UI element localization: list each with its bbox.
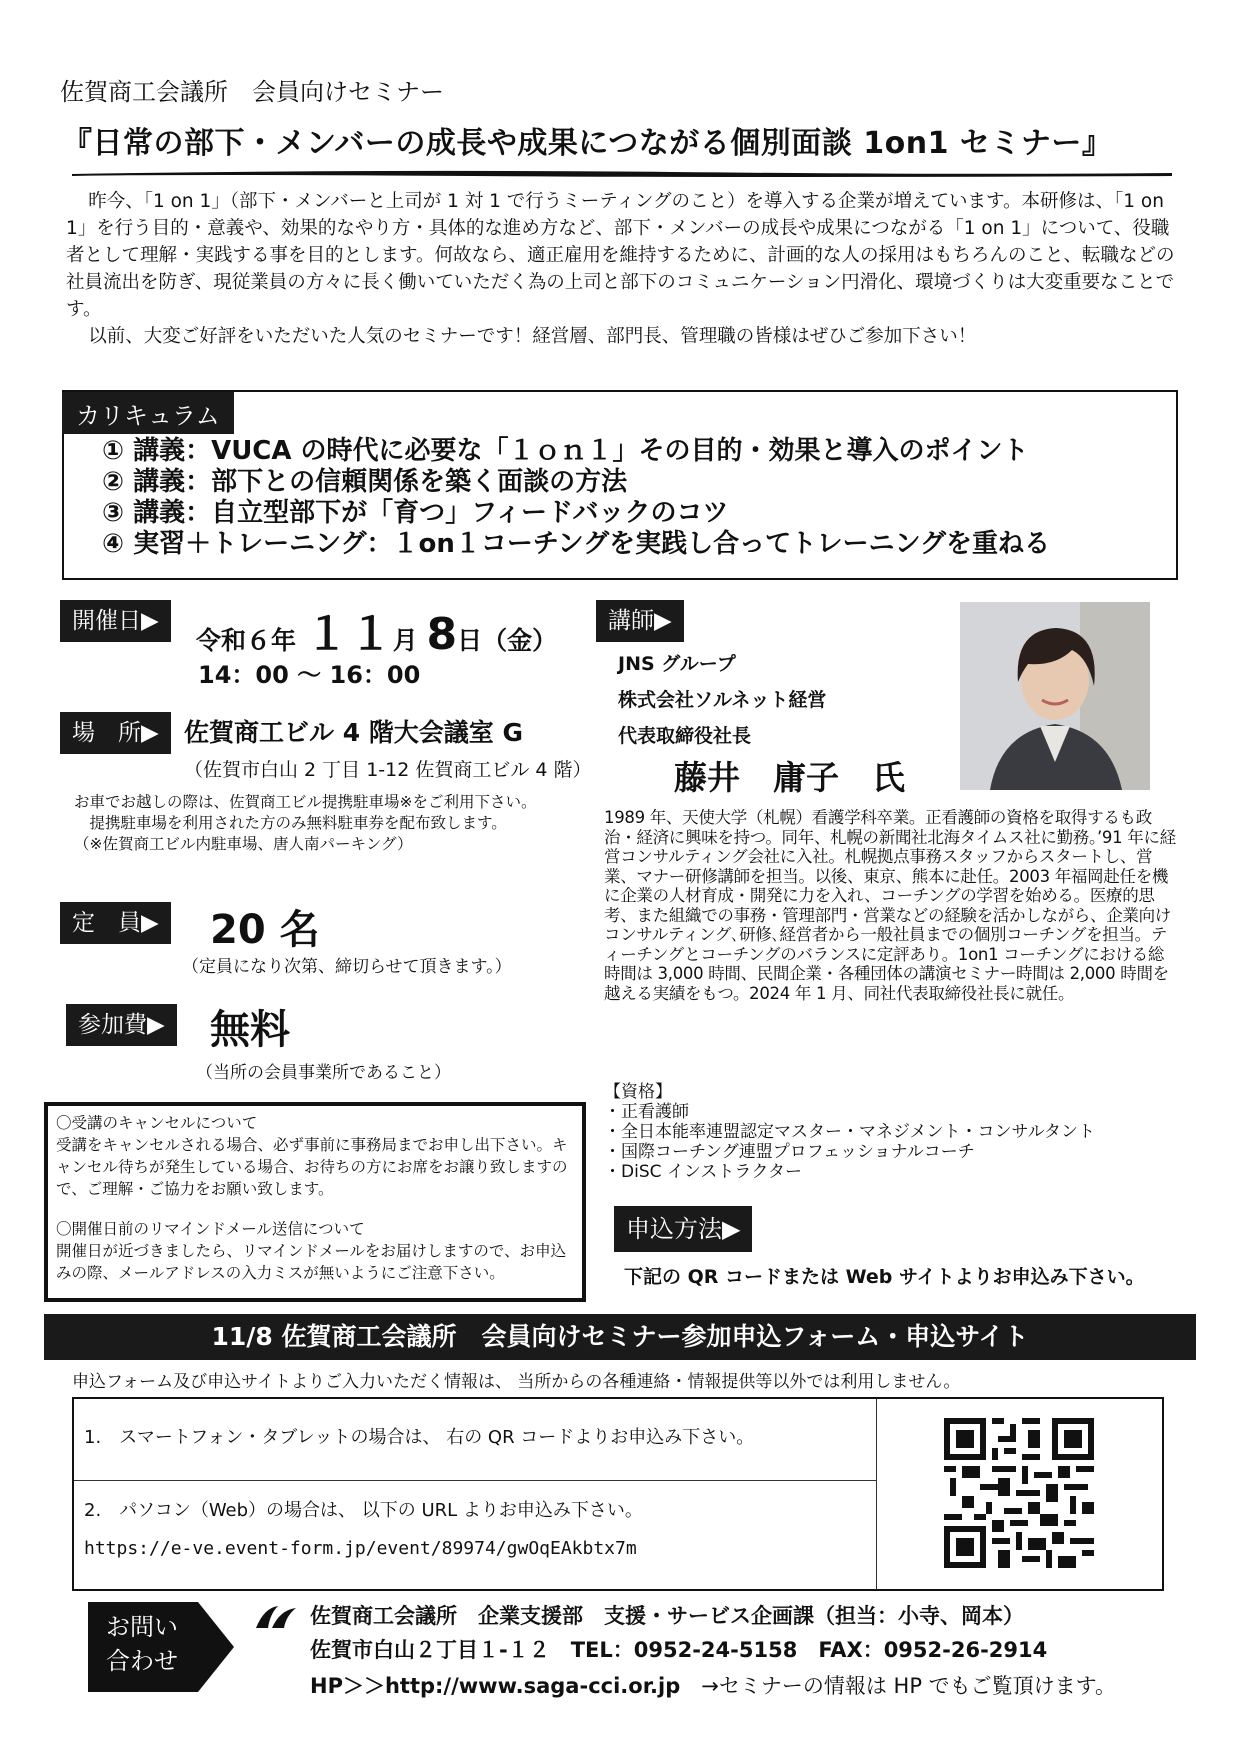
notice-box	[44, 1102, 586, 1302]
form-section-title: 11/8 佐賀商工会議所 会員向けセミナー参加申込フォーム・申込サイト	[44, 1314, 1196, 1360]
cancel-text: 受講をキャンセルされる場合、必ず事前に事務局までお申し出下さい。キャンセル待ちが発生している場合、お待ちの方にお席をお譲り致しますので、ご理解・ご協力をお願い致します。	[56, 1136, 568, 1198]
date-day: 8	[426, 609, 458, 660]
remind-title: 〇開催日前のリマインドメール送信について	[56, 1220, 365, 1238]
portrait-illustration	[960, 602, 1150, 790]
lecturer-photo	[960, 602, 1150, 790]
intro-text	[66, 188, 1176, 350]
apply-instructions: 下記の QR コードまたは Web サイトよりお申込み下さい。	[624, 1266, 1145, 1288]
lecturer-name: 藤井 庸子 氏	[674, 758, 905, 797]
application-url-link[interactable]: https://e-ve.event-form.jp/event/89974/gwOqEAkbtx7m	[84, 1538, 637, 1559]
inquiry-contact: 佐賀市白山２丁目１-１２ TEL：0952-24-5158 FAX：0952-26-2914	[310, 1638, 1048, 1662]
qualifications-title: 【資格】	[604, 1082, 672, 1102]
inquiry-label-line: 合わせ	[106, 1647, 178, 1675]
curriculum-item: ① 講義：VUCA の時代に必要な「１ｏｎ１」その目的・効果と導入のポイント	[102, 436, 1029, 466]
curriculum-list	[102, 436, 1050, 560]
qualification-item: ・全日本能率連盟認定マスター・マネジメント・コンサルタント	[604, 1122, 1095, 1142]
capacity-value: 20 名	[210, 907, 320, 953]
date-month: １１	[304, 609, 393, 660]
website-link[interactable]: HP＞＞http://www.saga-cci.or.jp	[310, 1674, 681, 1698]
capacity-label: 定 員▶	[60, 902, 171, 944]
parking-line: お車でお越しの際は、佐賀商工ビル提携駐車場※をご利用下さい。	[74, 793, 537, 811]
date-day-suffix: 日（金）	[457, 626, 558, 655]
venue-name: 佐賀商工ビル 4 階大会議室 G	[184, 718, 524, 747]
website-note: →セミナーの情報は HP でもご覧頂けます。	[680, 1674, 1116, 1698]
fee-note: （当所の会員事業所であること）	[196, 1063, 451, 1083]
date-month-unit: 月	[392, 626, 418, 655]
date-label: 開催日▶	[60, 600, 171, 642]
step-pc: 2. パソコン（Web）の場合は、 以下の URL よりお申込み下さい。	[84, 1500, 643, 1521]
fee-label: 参加費▶	[66, 1004, 177, 1046]
parking-line: （※佐賀商工ビル内駐車場、唐人南パーキング）	[74, 835, 413, 853]
parking-info	[74, 792, 537, 855]
lecturer-label: 講師▶	[596, 600, 684, 642]
affiliation-line: JNS グループ	[618, 653, 736, 675]
curriculum-label: カリキュラム	[62, 392, 234, 434]
venue-address: （佐賀市白山 2 丁目 1-12 佐賀商工ビル 4 階）	[184, 759, 592, 781]
organizer-line: 佐賀商工会議所 会員向けセミナー	[60, 78, 444, 106]
lecturer-bio: 1989 年、天使大学（札幌）看護学科卒業。正看護師の資格を取得するも政治・経済に興味を持つ。同年、札幌の新聞社北海タイムス社に勤務。’91 年に経営コンサルティング会社に入社。札幌拠点事務スタッフからスタートし、営業、マナー研修講師を担当。以後、東京、熊本に赴任。2003 年福岡赴任を機に企業の人材育成・開発に力を入れ、コーチングの学習を始める。医療的思考、また組織での事務・管理部門・営業などの経験を活かしながら、企業向けコンサルティング､研修､経営者から一般社員までの個別コーチングを担当。ティーチングとコーチングのバランスに定評あり。1on1 コーチングにおける総時間は 3,000 時間、民間企業・各種団体の講演セミナー時間は 2,000 時間を越える実績をもつ。2024 年 1 月、同社代表取締役社長に就任。	[604, 808, 1176, 1003]
parking-line: 提携駐車場を利用された方のみ無料駐車券を配布致します。	[74, 814, 507, 832]
inquiry-label-line: お問い	[106, 1613, 178, 1641]
qualification-item: ・正看護師	[604, 1102, 689, 1122]
privacy-note: 申込フォーム及び申込サイトよりご入力いただく情報は、 当所からの各種連絡・情報提供等以外では利用しません。	[72, 1372, 961, 1392]
title-underline	[72, 168, 1172, 178]
cancel-title: 〇受講のキャンセルについて	[56, 1114, 258, 1132]
apply-label: 申込方法▶	[614, 1206, 752, 1252]
capacity-note: （定員になり次第、締切らせて頂きます。）	[182, 957, 512, 977]
affiliation-line: 株式会社ソルネット経営	[618, 689, 827, 711]
box-divider	[876, 1399, 877, 1589]
curriculum-item: ④ 実習＋トレーニング：１on１コーチングを実践し合ってトレーニングを重ねる	[102, 529, 1051, 559]
lecturer-qualifications	[604, 1082, 1095, 1182]
inquiry-department: 佐賀商工会議所 企業支援部 支援・サービス企画課（担当：小寺、岡本）	[310, 1604, 1024, 1628]
affiliation-line: 代表取締役社長	[618, 725, 752, 747]
remind-text: 開催日が近づきましたら、リマインドメールをお届けしますので、お申込みの際、メールアドレスの入力ミスが無いようにご注意下さい。	[56, 1242, 567, 1282]
page-title: 『日常の部下・メンバーの成長や成果につながる個別面談 1on1 セミナー』	[62, 126, 1113, 161]
qualification-item: ・国際コーチング連盟プロフェッショナルコーチ	[604, 1142, 975, 1162]
inquiry-label	[106, 1610, 178, 1678]
event-time: 14：00 〜 16：00	[198, 661, 421, 689]
fee-value: 無料	[210, 1007, 290, 1053]
qr-code-icon[interactable]	[944, 1418, 1094, 1568]
step-smartphone: 1. スマートフォン・タブレットの場合は、 右の QR コードよりお申込み下さい。	[74, 1399, 876, 1481]
intro-paragraph-2: 以前、大変ご好評をいただいた人気のセミナーです！経営層、部門長、管理職の皆様はぜひご参加下さい！	[88, 326, 977, 347]
lecturer-affiliation	[618, 646, 826, 754]
intro-paragraph-1: 昨今、「1 on 1」（部下・メンバーと上司が 1 対 1 で行うミーティングのこと）を導入する企業が増えています。本研修は、「1 on 1」を行う目的・意義や、効果的なやり方・具体的な進め方など、部下・メンバーの成長や成果につながる「1 on 1」について、役職者として理解・実践する事を目的とします。何故なら、適正雇用を維持するために、計画的な人の採用はもちろんのこと、転職などの社員流出を防ぎ、現従業員の方々に長く働いていただく為の上司と部下のコミュニケーション円滑化、環境づくりは大変重要なことです。	[66, 191, 1175, 320]
curriculum-item: ② 講義：部下との信頼関係を築く面談の方法	[102, 467, 628, 497]
event-date	[196, 598, 557, 662]
inquiry-website	[310, 1670, 1116, 1700]
date-prefix: 令和６年	[196, 626, 297, 655]
venue-label: 場 所▶	[60, 712, 171, 754]
chamber-logo-icon	[254, 1602, 298, 1632]
qualification-item: ・DiSC インストラクター	[604, 1162, 803, 1182]
curriculum-item: ③ 講義：自立型部下が「育つ」フィードバックのコツ	[102, 498, 729, 528]
